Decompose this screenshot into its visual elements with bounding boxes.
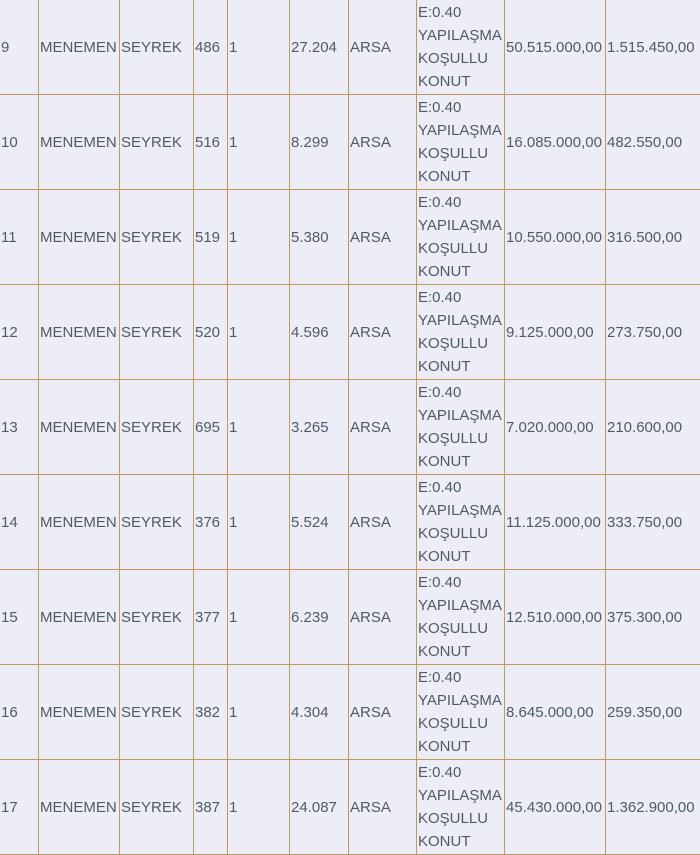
row-number-cell: 14 — [0, 475, 39, 570]
zoning-usage-line: E:0.40 — [418, 476, 504, 499]
district-cell: MENEMEN — [39, 570, 120, 665]
zoning-usage-line: YAPILAŞMA — [418, 309, 504, 332]
neighborhood-cell: SEYREK — [120, 570, 194, 665]
parcel-cell: 382 — [194, 665, 228, 760]
zoning-usage-line: E:0.40 — [418, 96, 504, 119]
row-number-cell: 17 — [0, 760, 39, 855]
deposit-cell: 273.750,00 — [606, 285, 700, 380]
district-cell: MENEMEN — [39, 475, 120, 570]
neighborhood-cell: SEYREK — [120, 760, 194, 855]
neighborhood-cell: SEYREK — [120, 475, 194, 570]
estimated-value-cell: 50.515.000,00 — [505, 0, 606, 95]
property-type-cell: ARSA — [349, 95, 417, 190]
zoning-usage-cell — [417, 0, 505, 95]
row-number-cell: 11 — [0, 190, 39, 285]
zoning-usage-line: KOŞULLU — [418, 237, 504, 260]
zoning-usage-line: KOŞULLU — [418, 712, 504, 735]
neighborhood-cell: SEYREK — [120, 285, 194, 380]
table-row — [0, 570, 700, 665]
zoning-usage-line: YAPILAŞMA — [418, 499, 504, 522]
table-row — [0, 285, 700, 380]
deposit-cell: 1.515.450,00 — [606, 0, 700, 95]
parcel-cell: 520 — [194, 285, 228, 380]
area-cell: 24.087 — [290, 760, 349, 855]
zoning-usage-line: KONUT — [418, 450, 504, 473]
zoning-usage-line: E:0.40 — [418, 666, 504, 689]
zoning-usage-line: KOŞULLU — [418, 427, 504, 450]
zoning-usage-line: KONUT — [418, 640, 504, 663]
zoning-usage-cell — [417, 570, 505, 665]
property-type-cell: ARSA — [349, 760, 417, 855]
neighborhood-cell: SEYREK — [120, 190, 194, 285]
district-cell: MENEMEN — [39, 285, 120, 380]
parcel-cell: 377 — [194, 570, 228, 665]
deposit-cell: 1.362.900,00 — [606, 760, 700, 855]
table-row — [0, 665, 700, 760]
block-cell: 1 — [228, 95, 290, 190]
table-row — [0, 760, 700, 855]
property-type-cell: ARSA — [349, 380, 417, 475]
zoning-usage-line: KONUT — [418, 165, 504, 188]
deposit-cell: 482.550,00 — [606, 95, 700, 190]
zoning-usage-line: KONUT — [418, 545, 504, 568]
block-cell: 1 — [228, 285, 290, 380]
property-type-cell: ARSA — [349, 285, 417, 380]
property-type-cell: ARSA — [349, 190, 417, 285]
row-number-cell: 16 — [0, 665, 39, 760]
zoning-usage-line: KOŞULLU — [418, 142, 504, 165]
deposit-cell: 375.300,00 — [606, 570, 700, 665]
area-cell: 27.204 — [290, 0, 349, 95]
zoning-usage-line: KONUT — [418, 260, 504, 283]
zoning-usage-line: E:0.40 — [418, 761, 504, 784]
area-cell: 4.596 — [290, 285, 349, 380]
table-row — [0, 380, 700, 475]
row-number-cell: 9 — [0, 0, 39, 95]
estimated-value-cell: 7.020.000,00 — [505, 380, 606, 475]
area-cell: 3.265 — [290, 380, 349, 475]
zoning-usage-cell — [417, 380, 505, 475]
area-cell: 6.239 — [290, 570, 349, 665]
parcel-cell: 695 — [194, 380, 228, 475]
row-number-cell: 13 — [0, 380, 39, 475]
zoning-usage-cell — [417, 285, 505, 380]
estimated-value-cell: 11.125.000,00 — [505, 475, 606, 570]
zoning-usage-cell — [417, 665, 505, 760]
estimated-value-cell: 45.430.000,00 — [505, 760, 606, 855]
neighborhood-cell: SEYREK — [120, 95, 194, 190]
parcel-cell: 519 — [194, 190, 228, 285]
table-row — [0, 95, 700, 190]
zoning-usage-line: YAPILAŞMA — [418, 119, 504, 142]
deposit-cell: 259.350,00 — [606, 665, 700, 760]
deposit-cell: 316.500,00 — [606, 190, 700, 285]
zoning-usage-cell — [417, 475, 505, 570]
zoning-usage-line: KONUT — [418, 830, 504, 853]
property-type-cell: ARSA — [349, 570, 417, 665]
district-cell: MENEMEN — [39, 665, 120, 760]
zoning-usage-cell — [417, 760, 505, 855]
row-number-cell: 15 — [0, 570, 39, 665]
row-number-cell: 12 — [0, 285, 39, 380]
row-number-cell: 10 — [0, 95, 39, 190]
zoning-usage-line: YAPILAŞMA — [418, 784, 504, 807]
district-cell: MENEMEN — [39, 0, 120, 95]
zoning-usage-line: KONUT — [418, 355, 504, 378]
zoning-usage-line: KONUT — [418, 735, 504, 758]
zoning-usage-line: YAPILAŞMA — [418, 689, 504, 712]
zoning-usage-line: KOŞULLU — [418, 617, 504, 640]
zoning-usage-line: KOŞULLU — [418, 807, 504, 830]
area-cell: 4.304 — [290, 665, 349, 760]
estimated-value-cell: 12.510.000,00 — [505, 570, 606, 665]
block-cell: 1 — [228, 380, 290, 475]
zoning-usage-line: E:0.40 — [418, 381, 504, 404]
district-cell: MENEMEN — [39, 190, 120, 285]
district-cell: MENEMEN — [39, 380, 120, 475]
zoning-usage-line: KOŞULLU — [418, 47, 504, 70]
parcel-cell: 486 — [194, 0, 228, 95]
neighborhood-cell: SEYREK — [120, 0, 194, 95]
neighborhood-cell: SEYREK — [120, 380, 194, 475]
estimated-value-cell: 8.645.000,00 — [505, 665, 606, 760]
zoning-usage-line: E:0.40 — [418, 191, 504, 214]
zoning-usage-line: KONUT — [418, 70, 504, 93]
property-type-cell: ARSA — [349, 0, 417, 95]
zoning-usage-line: KOŞULLU — [418, 332, 504, 355]
zoning-usage-line: E:0.40 — [418, 571, 504, 594]
block-cell: 1 — [228, 0, 290, 95]
block-cell: 1 — [228, 475, 290, 570]
neighborhood-cell: SEYREK — [120, 665, 194, 760]
zoning-usage-line: E:0.40 — [418, 286, 504, 309]
table-row — [0, 475, 700, 570]
deposit-cell: 210.600,00 — [606, 380, 700, 475]
estimated-value-cell: 16.085.000,00 — [505, 95, 606, 190]
block-cell: 1 — [228, 665, 290, 760]
estimated-value-cell: 10.550.000,00 — [505, 190, 606, 285]
zoning-usage-line: KOŞULLU — [418, 522, 504, 545]
zoning-usage-line: YAPILAŞMA — [418, 214, 504, 237]
zoning-usage-line: YAPILAŞMA — [418, 594, 504, 617]
area-cell: 5.380 — [290, 190, 349, 285]
estimated-value-cell: 9.125.000,00 — [505, 285, 606, 380]
parcel-cell: 376 — [194, 475, 228, 570]
property-type-cell: ARSA — [349, 475, 417, 570]
area-cell: 8.299 — [290, 95, 349, 190]
zoning-usage-line: YAPILAŞMA — [418, 24, 504, 47]
zoning-usage-cell — [417, 190, 505, 285]
block-cell: 1 — [228, 190, 290, 285]
deposit-cell: 333.750,00 — [606, 475, 700, 570]
zoning-usage-line: E:0.40 — [418, 1, 504, 24]
zoning-usage-cell — [417, 95, 505, 190]
zoning-usage-line: YAPILAŞMA — [418, 404, 504, 427]
table-row — [0, 190, 700, 285]
block-cell: 1 — [228, 760, 290, 855]
area-cell: 5.524 — [290, 475, 349, 570]
property-type-cell: ARSA — [349, 665, 417, 760]
parcel-cell: 387 — [194, 760, 228, 855]
district-cell: MENEMEN — [39, 760, 120, 855]
parcel-cell: 516 — [194, 95, 228, 190]
district-cell: MENEMEN — [39, 95, 120, 190]
table-row — [0, 0, 700, 95]
block-cell: 1 — [228, 570, 290, 665]
